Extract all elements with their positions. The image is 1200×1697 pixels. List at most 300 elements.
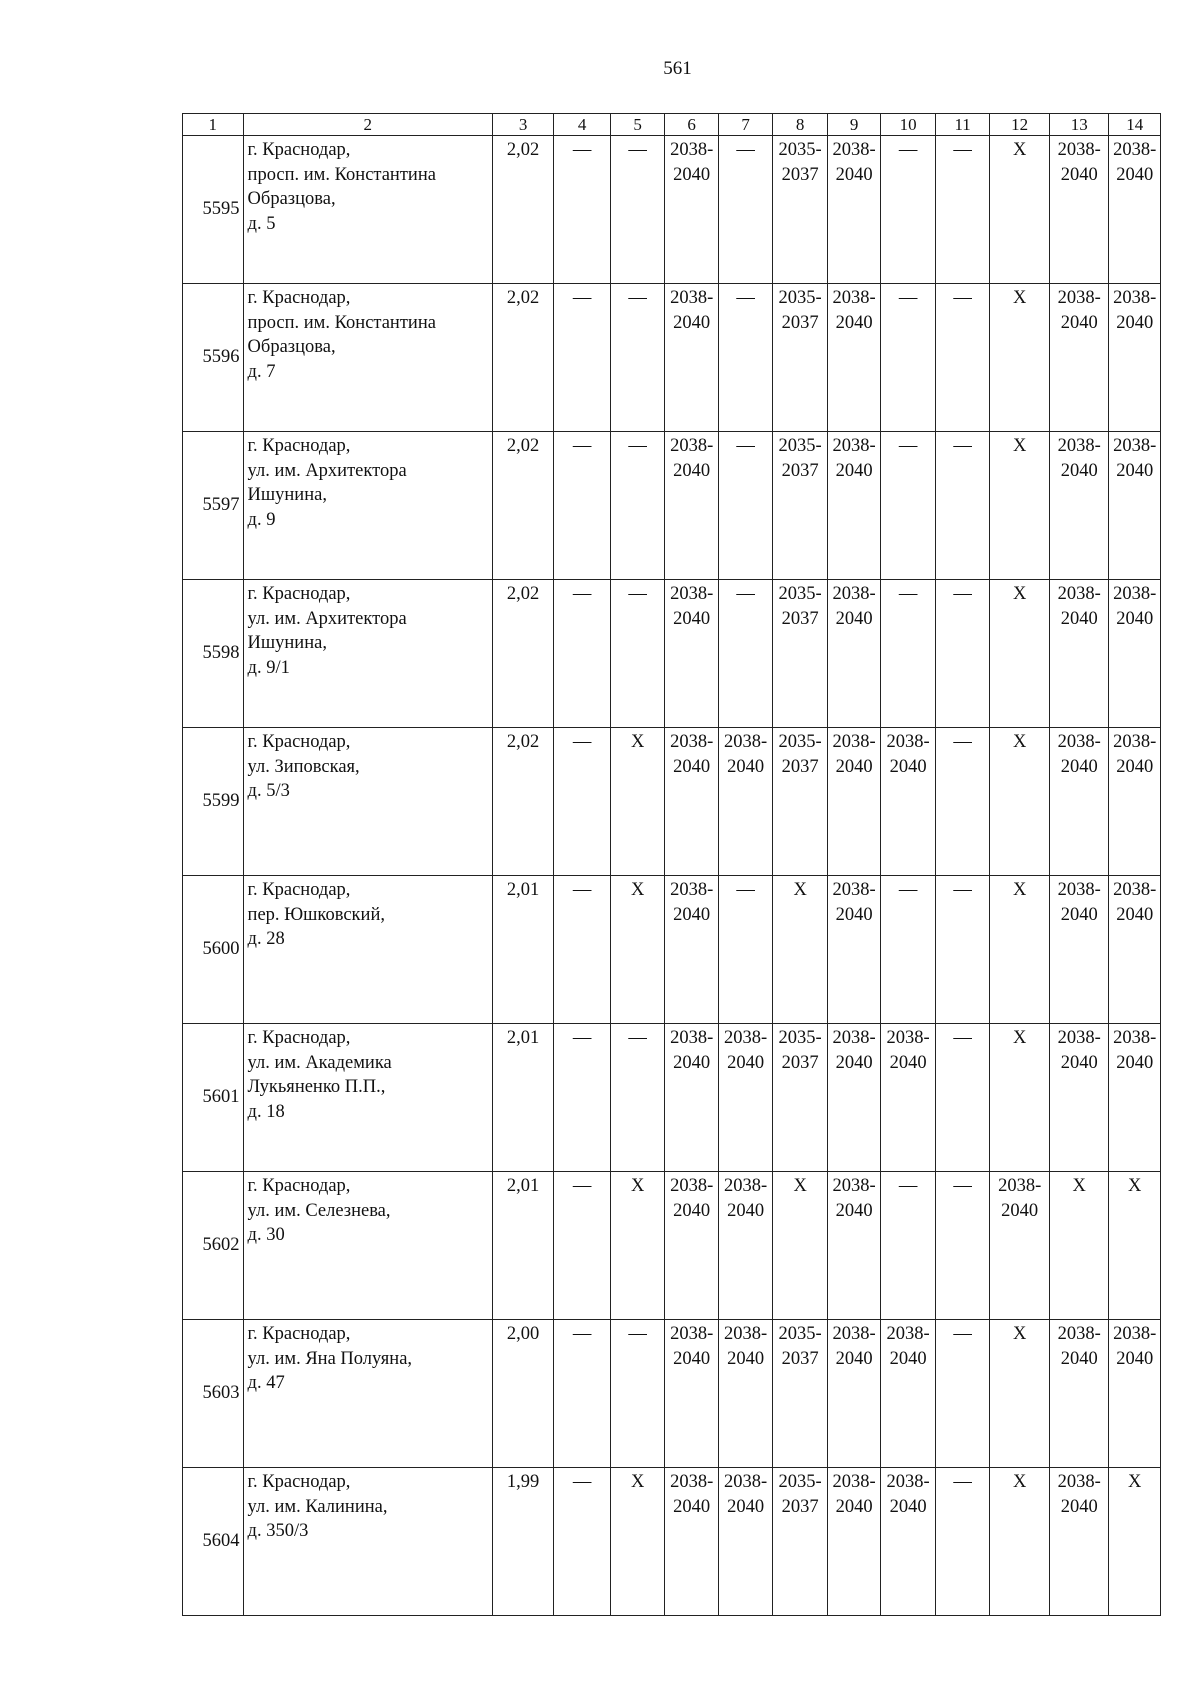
column-header: 3 bbox=[492, 114, 554, 136]
year-cell bbox=[665, 432, 718, 580]
cell-line: 2038- bbox=[832, 436, 876, 456]
cell-line: 2038- bbox=[832, 1324, 876, 1344]
year-cell bbox=[665, 1468, 718, 1616]
cell-line: 2040 bbox=[1060, 312, 1098, 333]
cell-line: — bbox=[736, 880, 755, 900]
column-header: 11 bbox=[935, 114, 990, 136]
cell-line: X bbox=[1012, 1472, 1027, 1492]
year-cell bbox=[1109, 1468, 1161, 1616]
year-cell bbox=[718, 876, 773, 1024]
cell-line: — bbox=[898, 140, 918, 160]
value-cell: 2,02 bbox=[492, 284, 554, 432]
year-cell bbox=[827, 728, 880, 876]
address-line: Образцова, bbox=[247, 337, 336, 357]
year-cell bbox=[827, 580, 880, 728]
year-cell bbox=[827, 284, 880, 432]
year-cell bbox=[718, 728, 773, 876]
year-cell bbox=[827, 1172, 880, 1320]
cell-line: 2035- bbox=[778, 1028, 822, 1048]
cell-line: — bbox=[572, 880, 592, 900]
year-cell bbox=[935, 432, 990, 580]
cell-line: 2035- bbox=[778, 288, 822, 308]
year-cell bbox=[935, 1320, 990, 1468]
address-cell bbox=[243, 1024, 492, 1172]
cell-line: X bbox=[1128, 1176, 1142, 1196]
cell-line: 2038- bbox=[886, 732, 930, 752]
cell-line: 2040 bbox=[727, 1496, 765, 1517]
cell-line: — bbox=[572, 1028, 592, 1048]
cell-line: 2038- bbox=[724, 732, 768, 752]
year-cell bbox=[1049, 1320, 1109, 1468]
address-line: г. Краснодар, bbox=[247, 1324, 351, 1344]
value-cell: 2,02 bbox=[492, 580, 554, 728]
address-line: д. 7 bbox=[247, 361, 276, 382]
cell-line: — bbox=[736, 436, 755, 456]
year-cell bbox=[554, 1468, 611, 1616]
cell-line: 2040 bbox=[673, 1052, 711, 1073]
cell-line: 2040 bbox=[1116, 756, 1154, 777]
year-cell bbox=[935, 136, 990, 284]
address-line: д. 5/3 bbox=[247, 781, 290, 801]
cell-line: 2038- bbox=[670, 732, 714, 752]
year-cell bbox=[990, 1320, 1050, 1468]
cell-line: 2040 bbox=[673, 460, 711, 481]
cell-line: 2040 bbox=[1116, 164, 1154, 185]
year-cell bbox=[1049, 432, 1109, 580]
cell-line: — bbox=[953, 880, 972, 900]
year-cell bbox=[827, 1320, 880, 1468]
cell-line: — bbox=[736, 288, 755, 308]
cell-line: 2038- bbox=[670, 584, 714, 604]
cell-line: 2038- bbox=[670, 1472, 714, 1492]
year-cell bbox=[881, 580, 936, 728]
cell-line: X bbox=[1012, 436, 1027, 456]
column-header: 1 bbox=[183, 114, 244, 136]
year-cell bbox=[1109, 876, 1161, 1024]
table-row bbox=[183, 580, 1161, 728]
address-line: ул. им. Селезнева, bbox=[247, 1200, 391, 1221]
cell-line: 2038- bbox=[670, 436, 714, 456]
year-cell bbox=[935, 1172, 990, 1320]
cell-line: — bbox=[898, 584, 918, 604]
cell-line: 2040 bbox=[889, 1348, 927, 1369]
cell-line: 2038- bbox=[670, 1176, 714, 1196]
year-cell bbox=[665, 1320, 718, 1468]
year-cell bbox=[881, 1024, 936, 1172]
year-cell bbox=[1049, 876, 1109, 1024]
cell-line: 2038- bbox=[724, 1472, 768, 1492]
year-cell bbox=[1049, 1024, 1109, 1172]
row-number: 5599 bbox=[183, 728, 244, 876]
cell-line: 2040 bbox=[889, 1496, 927, 1517]
year-cell bbox=[718, 432, 773, 580]
cell-line: 2040 bbox=[673, 1496, 711, 1517]
year-cell bbox=[881, 1468, 936, 1616]
cell-line: — bbox=[628, 140, 647, 160]
address-line: г. Краснодар, bbox=[247, 1176, 351, 1196]
column-header: 13 bbox=[1049, 114, 1109, 136]
cell-line: 2038- bbox=[832, 140, 876, 160]
cell-line: 2038- bbox=[1057, 584, 1101, 604]
year-cell bbox=[990, 1024, 1050, 1172]
year-cell bbox=[773, 284, 828, 432]
cell-line: 2037 bbox=[781, 1052, 819, 1073]
cell-line: 2040 bbox=[673, 608, 711, 629]
cell-line: — bbox=[953, 1472, 972, 1492]
year-cell bbox=[990, 876, 1050, 1024]
cell-line: 2038- bbox=[886, 1324, 930, 1344]
address-line: г. Краснодар, bbox=[247, 584, 351, 604]
year-cell bbox=[773, 1320, 828, 1468]
column-header: 2 bbox=[243, 114, 492, 136]
table-row bbox=[183, 1468, 1161, 1616]
year-cell bbox=[665, 284, 718, 432]
address-line: д. 5 bbox=[247, 213, 276, 234]
cell-line: — bbox=[898, 288, 918, 308]
cell-line: 2040 bbox=[1116, 608, 1154, 629]
cell-line: — bbox=[953, 1176, 972, 1196]
year-cell bbox=[881, 876, 936, 1024]
year-cell bbox=[610, 432, 665, 580]
cell-line: — bbox=[953, 288, 972, 308]
row-number: 5596 bbox=[183, 284, 244, 432]
cell-line: X bbox=[1012, 288, 1027, 308]
address-line: г. Краснодар, bbox=[247, 732, 351, 752]
address-line: ул. им. Архитектора bbox=[247, 460, 407, 481]
column-header: 7 bbox=[718, 114, 773, 136]
cell-line: 2040 bbox=[1116, 1052, 1154, 1073]
cell-line: 2040 bbox=[835, 1052, 873, 1073]
year-cell bbox=[665, 876, 718, 1024]
address-line: г. Краснодар, bbox=[247, 140, 351, 160]
cell-line: 2040 bbox=[727, 1052, 765, 1073]
year-cell bbox=[554, 580, 611, 728]
year-cell bbox=[773, 136, 828, 284]
table-row bbox=[183, 1320, 1161, 1468]
year-cell bbox=[827, 432, 880, 580]
cell-line: 2038- bbox=[670, 880, 714, 900]
cell-line: 2038- bbox=[832, 584, 876, 604]
cell-line: — bbox=[736, 584, 755, 604]
year-cell bbox=[773, 1024, 828, 1172]
cell-line: 2040 bbox=[1060, 608, 1098, 629]
row-number: 5597 bbox=[183, 432, 244, 580]
cell-line: X bbox=[630, 880, 645, 900]
year-cell bbox=[1109, 1024, 1161, 1172]
cell-line: 2040 bbox=[727, 756, 765, 777]
table-row bbox=[183, 136, 1161, 284]
address-line: ул. Зиповская, bbox=[247, 756, 360, 777]
cell-line: 2040 bbox=[1060, 756, 1098, 777]
column-header: 12 bbox=[990, 114, 1050, 136]
address-line: ул. им. Калинина, bbox=[247, 1496, 388, 1517]
year-cell bbox=[554, 432, 611, 580]
year-cell bbox=[718, 1320, 773, 1468]
year-cell bbox=[554, 284, 611, 432]
cell-line: 2040 bbox=[673, 164, 711, 185]
cell-line: — bbox=[953, 140, 972, 160]
table-row bbox=[183, 1172, 1161, 1320]
address-line: Ишунина, bbox=[247, 485, 327, 505]
header-row bbox=[183, 114, 1161, 136]
cell-line: 2038- bbox=[670, 140, 714, 160]
row-number: 5604 bbox=[183, 1468, 244, 1616]
cell-line: 2040 bbox=[835, 164, 873, 185]
cell-line: X bbox=[1012, 140, 1027, 160]
year-cell bbox=[718, 1468, 773, 1616]
cell-line: 2038- bbox=[1057, 140, 1101, 160]
year-cell bbox=[990, 1468, 1050, 1616]
year-cell bbox=[718, 1172, 773, 1320]
cell-line: 2037 bbox=[781, 756, 819, 777]
address-line: д. 30 bbox=[247, 1225, 285, 1245]
year-cell bbox=[1109, 580, 1161, 728]
address-line: г. Краснодар, bbox=[247, 436, 351, 456]
year-cell bbox=[554, 1024, 611, 1172]
year-cell bbox=[1049, 1468, 1109, 1616]
year-cell bbox=[665, 1172, 718, 1320]
cell-line: X bbox=[1012, 1028, 1027, 1048]
table-row bbox=[183, 432, 1161, 580]
cell-line: 2038- bbox=[1113, 140, 1157, 160]
year-cell bbox=[554, 136, 611, 284]
address-cell bbox=[243, 876, 492, 1024]
row-number: 5602 bbox=[183, 1172, 244, 1320]
cell-line: — bbox=[572, 1472, 592, 1492]
year-cell bbox=[773, 1468, 828, 1616]
row-number: 5601 bbox=[183, 1024, 244, 1172]
cell-line: 2038- bbox=[1057, 732, 1101, 752]
cell-line: 2038- bbox=[832, 1176, 876, 1196]
cell-line: — bbox=[953, 732, 972, 752]
year-cell bbox=[881, 432, 936, 580]
cell-line: 2038- bbox=[670, 1028, 714, 1048]
cell-line: — bbox=[898, 1176, 918, 1196]
cell-line: — bbox=[953, 1324, 972, 1344]
cell-line: — bbox=[953, 1028, 972, 1048]
cell-line: 2040 bbox=[1060, 164, 1098, 185]
address-cell bbox=[243, 432, 492, 580]
year-cell bbox=[610, 728, 665, 876]
cell-line: 2038- bbox=[1113, 1028, 1157, 1048]
year-cell bbox=[827, 136, 880, 284]
year-cell bbox=[1109, 1320, 1161, 1468]
column-header: 14 bbox=[1109, 114, 1161, 136]
year-cell bbox=[718, 1024, 773, 1172]
year-cell bbox=[665, 728, 718, 876]
year-cell bbox=[773, 728, 828, 876]
cell-line: X bbox=[1012, 1324, 1027, 1344]
year-cell bbox=[935, 284, 990, 432]
year-cell bbox=[554, 1320, 611, 1468]
year-cell bbox=[1109, 284, 1161, 432]
cell-line: 2038- bbox=[1057, 288, 1101, 308]
cell-line: 2040 bbox=[835, 756, 873, 777]
cell-line: 2040 bbox=[1116, 312, 1154, 333]
cell-line: X bbox=[1012, 732, 1027, 752]
cell-line: — bbox=[572, 288, 592, 308]
cell-line: 2040 bbox=[1001, 1200, 1039, 1221]
year-cell bbox=[1109, 1172, 1161, 1320]
year-cell bbox=[881, 1172, 936, 1320]
address-line: ул. им. Яна Полуяна, bbox=[247, 1348, 413, 1369]
cell-line: 2037 bbox=[781, 1496, 819, 1517]
cell-line: 2038- bbox=[724, 1176, 768, 1196]
cell-line: 2038- bbox=[724, 1324, 768, 1344]
year-cell bbox=[610, 284, 665, 432]
column-header: 8 bbox=[773, 114, 828, 136]
value-cell: 2,02 bbox=[492, 136, 554, 284]
table-row bbox=[183, 1024, 1161, 1172]
cell-line: 2040 bbox=[673, 312, 711, 333]
cell-line: 2040 bbox=[673, 1348, 711, 1369]
cell-line: — bbox=[572, 584, 592, 604]
value-cell: 2,02 bbox=[492, 432, 554, 580]
cell-line: 2038- bbox=[1113, 288, 1157, 308]
year-cell bbox=[1109, 728, 1161, 876]
cell-line: 2038- bbox=[1113, 436, 1157, 456]
cell-line: 2038- bbox=[1113, 1324, 1157, 1344]
cell-line: 2038- bbox=[1113, 584, 1157, 604]
cell-line: 2040 bbox=[889, 756, 927, 777]
cell-line: — bbox=[572, 1324, 592, 1344]
cell-line: X bbox=[1012, 880, 1027, 900]
cell-line: X bbox=[630, 1176, 645, 1196]
cell-line: 2040 bbox=[673, 1200, 711, 1221]
year-cell bbox=[881, 1320, 936, 1468]
cell-line: 2037 bbox=[781, 1348, 819, 1369]
year-cell bbox=[990, 1172, 1050, 1320]
table-row bbox=[183, 728, 1161, 876]
cell-line: 2040 bbox=[673, 756, 711, 777]
cell-line: — bbox=[572, 436, 592, 456]
address-line: д. 9 bbox=[247, 509, 276, 530]
cell-line: 2040 bbox=[727, 1200, 765, 1221]
table-row bbox=[183, 876, 1161, 1024]
cell-line: 2038- bbox=[832, 1028, 876, 1048]
cell-line: 2040 bbox=[1060, 1052, 1098, 1073]
year-cell bbox=[935, 580, 990, 728]
cell-line: 2038- bbox=[724, 1028, 768, 1048]
address-line: ул. им. Академика bbox=[247, 1052, 392, 1073]
address-line: Лукьяненко П.П., bbox=[247, 1077, 386, 1097]
cell-line: 2040 bbox=[727, 1348, 765, 1369]
year-cell bbox=[881, 136, 936, 284]
cell-line: 2040 bbox=[889, 1052, 927, 1073]
cell-line: 2038- bbox=[1057, 436, 1101, 456]
cell-line: 2040 bbox=[835, 1348, 873, 1369]
cell-line: 2035- bbox=[778, 140, 822, 160]
year-cell bbox=[610, 136, 665, 284]
cell-line: 2040 bbox=[1060, 1348, 1098, 1369]
cell-line: 2037 bbox=[781, 312, 819, 333]
year-cell bbox=[554, 1172, 611, 1320]
year-cell bbox=[990, 432, 1050, 580]
cell-line: 2040 bbox=[835, 608, 873, 629]
cell-line: X bbox=[630, 732, 645, 752]
cell-line: 2040 bbox=[1060, 904, 1098, 925]
cell-line: — bbox=[572, 140, 592, 160]
column-header: 10 bbox=[881, 114, 936, 136]
year-cell bbox=[773, 876, 828, 1024]
address-cell bbox=[243, 1320, 492, 1468]
year-cell bbox=[610, 1024, 665, 1172]
cell-line: 2040 bbox=[1116, 460, 1154, 481]
address-cell bbox=[243, 1468, 492, 1616]
cell-line: 2040 bbox=[835, 460, 873, 481]
cell-line: 2037 bbox=[781, 164, 819, 185]
year-cell bbox=[610, 1468, 665, 1616]
column-header: 4 bbox=[554, 114, 611, 136]
cell-line: 2040 bbox=[835, 312, 873, 333]
year-cell bbox=[935, 876, 990, 1024]
address-line: г. Краснодар, bbox=[247, 880, 351, 900]
address-line: пер. Юшковский, bbox=[247, 904, 385, 925]
cell-line: X bbox=[1012, 584, 1027, 604]
address-line: д. 18 bbox=[247, 1101, 285, 1122]
cell-line: — bbox=[898, 880, 918, 900]
address-line: Образцова, bbox=[247, 189, 336, 209]
year-cell bbox=[665, 1024, 718, 1172]
address-line: г. Краснодар, bbox=[247, 288, 351, 308]
cell-line: 2038- bbox=[1057, 880, 1101, 900]
address-line: Ишунина, bbox=[247, 633, 327, 653]
cell-line: — bbox=[572, 732, 592, 752]
value-cell: 2,01 bbox=[492, 1172, 554, 1320]
cell-line: 2038- bbox=[998, 1176, 1042, 1196]
address-line: просп. им. Константина bbox=[247, 164, 436, 185]
row-number: 5598 bbox=[183, 580, 244, 728]
cell-line: 2040 bbox=[1116, 904, 1154, 925]
cell-line: 2037 bbox=[781, 460, 819, 481]
cell-line: — bbox=[628, 436, 647, 456]
cell-line: — bbox=[953, 584, 972, 604]
cell-line: 2038- bbox=[832, 1472, 876, 1492]
cell-line: 2040 bbox=[835, 904, 873, 925]
row-number: 5600 bbox=[183, 876, 244, 1024]
row-number: 5603 bbox=[183, 1320, 244, 1468]
cell-line: 2040 bbox=[1116, 1348, 1154, 1369]
address-cell bbox=[243, 1172, 492, 1320]
address-line: д. 28 bbox=[247, 929, 285, 949]
cell-line: — bbox=[628, 288, 647, 308]
cell-line: 2035- bbox=[778, 1472, 822, 1492]
cell-line: X bbox=[793, 880, 807, 900]
year-cell bbox=[665, 136, 718, 284]
cell-line: 2035- bbox=[778, 732, 822, 752]
value-cell: 1,99 bbox=[492, 1468, 554, 1616]
cell-line: — bbox=[628, 1324, 647, 1344]
cell-line: X bbox=[1072, 1176, 1086, 1196]
year-cell bbox=[990, 728, 1050, 876]
address-line: д. 350/3 bbox=[247, 1521, 309, 1541]
cell-line: 2038- bbox=[1057, 1472, 1101, 1492]
cell-line: X bbox=[793, 1176, 807, 1196]
address-cell bbox=[243, 284, 492, 432]
year-cell bbox=[1109, 136, 1161, 284]
cell-line: 2040 bbox=[1060, 460, 1098, 481]
column-header: 5 bbox=[610, 114, 665, 136]
year-cell bbox=[718, 580, 773, 728]
cell-line: 2040 bbox=[835, 1496, 873, 1517]
cell-line: X bbox=[630, 1472, 645, 1492]
year-cell bbox=[1109, 432, 1161, 580]
cell-line: — bbox=[953, 436, 972, 456]
year-cell bbox=[881, 284, 936, 432]
year-cell bbox=[773, 1172, 828, 1320]
cell-line: 2040 bbox=[835, 1200, 873, 1221]
row-number: 5595 bbox=[183, 136, 244, 284]
